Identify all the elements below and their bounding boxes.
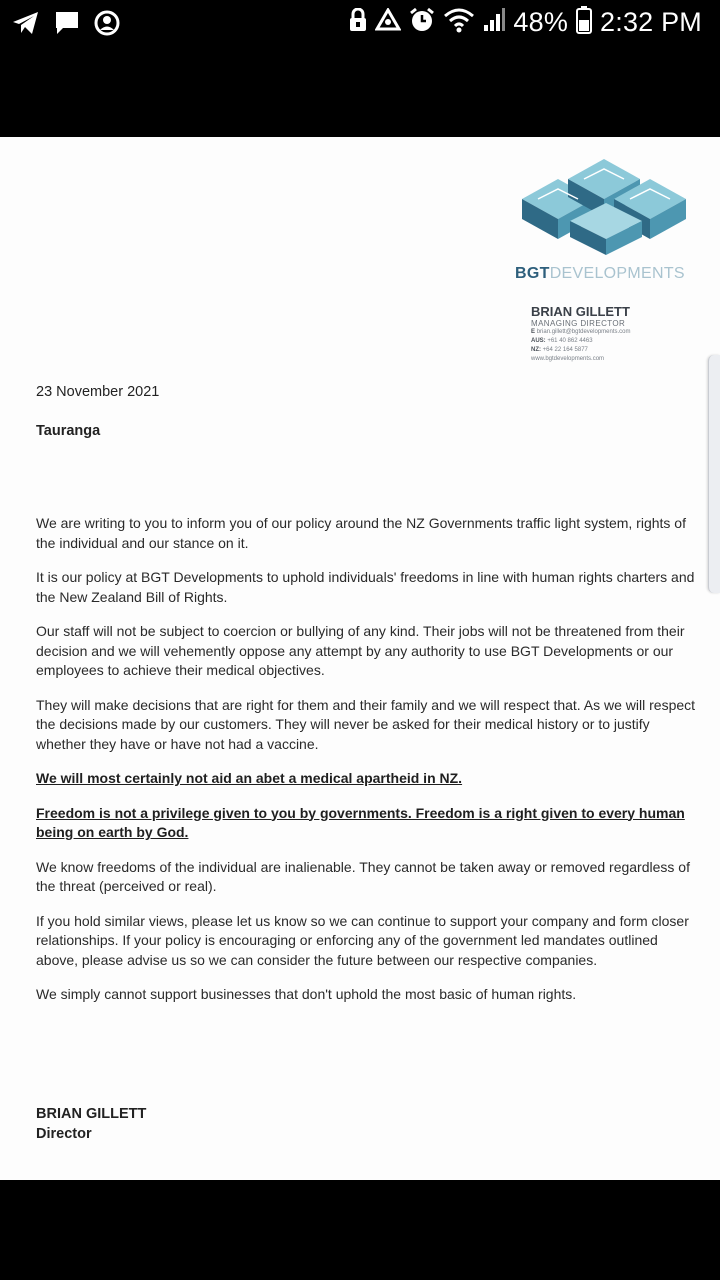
contact-name: BRIAN GILLETT	[531, 304, 630, 319]
paragraph: It is our policy at BGT Developments to uphold individuals' freedoms in line with human rights charters and the New Zealand Bill of Rights.	[36, 569, 695, 605]
letter-page	[0, 137, 720, 1180]
contact-website: www.bgtdevelopments.com	[531, 356, 605, 362]
contact-nz-line	[531, 346, 711, 355]
paragraph: We simply cannot support businesses that don't uphold the most basic of human rights.	[36, 986, 577, 1002]
scroll-handle[interactable]	[708, 355, 720, 593]
contact-aus-line	[531, 337, 711, 346]
aus-label: AUS:	[531, 338, 546, 344]
signature-block	[36, 1104, 146, 1144]
brand-wordmark	[515, 265, 685, 283]
nz-label: NZ:	[531, 347, 541, 353]
alarm-icon	[409, 7, 435, 38]
recycle-icon	[375, 8, 401, 37]
emphasis-paragraph: We will most certainly not aid an abet a medical apartheid in NZ.	[36, 770, 463, 786]
letter-place: Tauranga	[36, 423, 101, 439]
signal-icon	[483, 7, 505, 38]
signature-title: Director	[36, 1126, 92, 1142]
bgt-logo	[518, 159, 693, 262]
paragraph: If you hold similar views, please let us know so we can continue to support your company and form closer relationships. If your policy is encouraging or enforcing any of the government led mandates outlined above, please advise us so we can consider the future between our respective companies.	[36, 912, 689, 968]
letter-body	[36, 514, 696, 1020]
brand-light: DEVELOPMENTS	[549, 265, 685, 282]
paragraph: We are writing to you to inform you of our policy around the NZ Governments traffic light system, rights of the individual and our stance on it.	[36, 515, 686, 551]
battery-percent: 48%	[513, 7, 569, 37]
lock-icon	[349, 8, 367, 37]
signature-name: BRIAN GILLETT	[36, 1106, 147, 1122]
account-icon	[94, 10, 120, 41]
brand-bold: BGT	[515, 265, 550, 282]
battery-icon	[576, 6, 592, 39]
contact-email-line	[531, 328, 711, 337]
chat-icon	[54, 10, 80, 41]
clock: 2:32 PM	[600, 7, 702, 37]
email-label: E	[531, 329, 536, 335]
telegram-icon	[12, 10, 40, 41]
paragraph: Our staff will not be subject to coercion or bullying of any kind. Their jobs will not be threatened from their decision and we will vehemently oppose any attempt by any authority to use BGT Developments or our employees to achieve their medical objectives.	[36, 623, 685, 678]
wifi-icon	[443, 7, 475, 38]
letter-date: 23 November 2021	[36, 384, 160, 400]
contact-title: MANAGING DIRECTOR	[531, 319, 626, 328]
contact-aus-phone: +61 40 862 4463	[547, 338, 593, 344]
contact-nz-phone: +64 22 164 5877	[542, 347, 588, 353]
emphasis-paragraph: Freedom is not a privilege given to you by governments. Freedom is a right given to every human being on earth by God.	[36, 804, 685, 840]
contact-block	[531, 304, 711, 364]
contact-email: brian.gillett@bgtdevelopments.com	[536, 329, 631, 335]
paragraph: They will make decisions that are right for them and their family and we will respect that. As we will respect the decisions made by our customers. They will never be asked for their medical history or to justify whether they have or have not had a vaccine.	[36, 696, 696, 752]
paragraph: We know freedoms of the individual are inalienable. They cannot be taken away or removed regardless of the threat (perceived or real).	[36, 858, 690, 894]
status-bar	[0, 0, 720, 50]
